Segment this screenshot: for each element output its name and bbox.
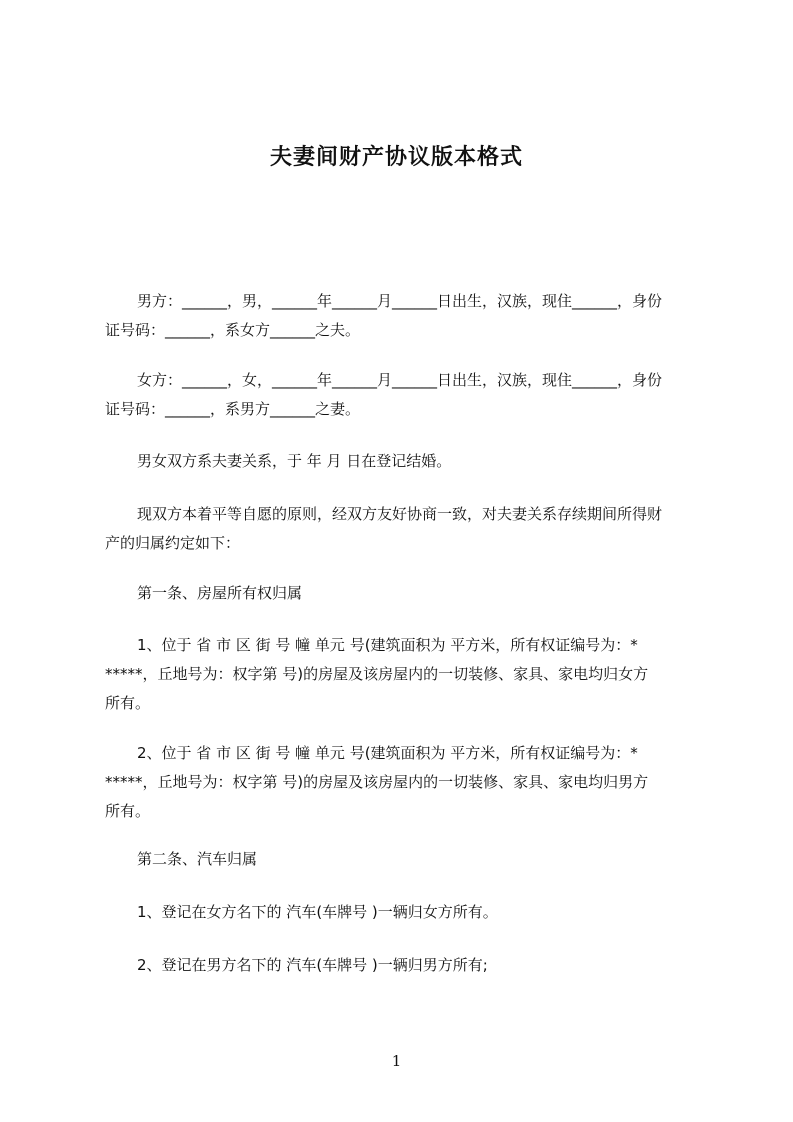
article-1-item-2 (105, 739, 705, 826)
male-party-line-2: 证号码：______，系女方______之夫。 (105, 321, 361, 339)
female-party-line-2: 证号码：______，系男方______之妻。 (105, 400, 361, 418)
female-party-paragraph (105, 366, 705, 424)
principle-paragraph (105, 500, 705, 558)
article-1-item-1 (105, 631, 705, 718)
female-party-line-1: 女方：______，女，______年______月______日出生，汉族，现住______，身份 (137, 371, 663, 389)
male-party-line-1: 男方：______，男，______年______月______日出生，汉族，现住______，身份 (137, 292, 663, 310)
article-2-item-1-line: 1、登记在女方名下的 汽车(车牌号 )一辆归女方所有。 (137, 903, 498, 921)
article-1-item-2-line-1: 2、位于 省 市 区 街 号 幢 单元 号(建筑面积为 平方米，所有权证编号为：* (137, 744, 638, 762)
article-1-item-2-line-2: *****，丘地号为：权字第 号)的房屋及该房屋内的一切装修、家具、家电均归男方 (105, 773, 649, 791)
principle-line-1: 现双方本着平等自愿的原则，经双方友好协商一致，对夫妻关系存续期间所得财 (137, 505, 663, 523)
article-2-item-1 (105, 898, 705, 927)
article-1-item-1-line-1: 1、位于 省 市 区 街 号 幢 单元 号(建筑面积为 平方米，所有权证编号为：* (137, 636, 638, 654)
article-1-item-2-line-3: 所有。 (105, 802, 151, 820)
principle-line-2: 产的归属约定如下： (105, 534, 241, 552)
page-number: 1 (391, 1052, 402, 1070)
marriage-statement (105, 447, 705, 476)
marriage-statement-line: 男女双方系夫妻关系，于 年 月 日在登记结婚。 (137, 452, 452, 470)
article-1-item-1-line-2: *****，丘地号为：权字第 号)的房屋及该房屋内的一切装修、家具、家电均归女方 (105, 665, 649, 683)
article-1-heading: 第一条、房屋所有权归属 (137, 584, 303, 602)
article-2-item-2 (105, 951, 705, 980)
document-title: 夫妻间财产协议版本格式 (269, 145, 523, 170)
article-2-heading: 第二条、汽车归属 (137, 850, 258, 868)
article-2-item-2-line: 2、登记在男方名下的 汽车(车牌号 )一辆归男方所有; (137, 956, 488, 974)
article-1-item-1-line-3: 所有。 (105, 694, 151, 712)
male-party-paragraph (105, 287, 705, 345)
